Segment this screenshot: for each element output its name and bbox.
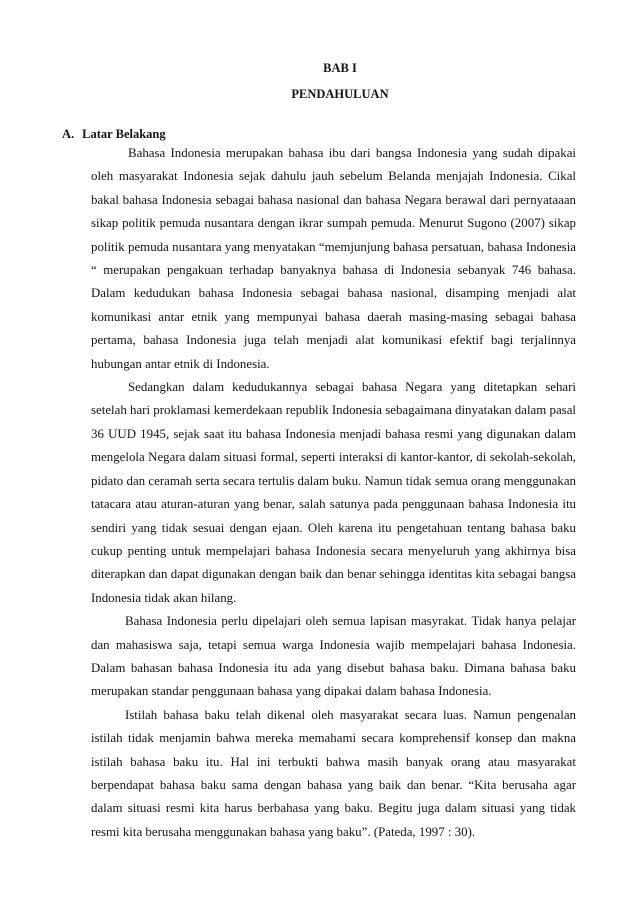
- paragraph: Sedangkan dalam kedudukannya sebagai bahasa Negara yang ditetapkan sehari setelah hari proklamasi kemerdekaan republik Indonesia sebagaimana dinyatakan dalam pasal 36 UUD 1945, sejak saat itu bahasa Indonesia menjadi bahasa resmi yang digunakan dalam mengelola Negara dalam situasi formal, seperti interaksi di kantor-kantor, di sekolah-sekolah, pidato dan ceramah serta secara tertulis dalam buku. Namun tidak semua orang menggunakan tatacara atau aturan-aturan yang benar, salah satunya pada penggunaan bahasa Indonesia itu sendiri yang tidak sesuai dengan ejaan. Oleh karena itu pengetahuan tentang bahasa baku cukup penting untuk mempelajari bahasa Indonesia secara menyeluruh yang akhirnya bisa diterapkan dan dapat digunakan dengan baik dan benar sehingga identitas kita sebagai bangsa Indonesia tidak akan hilang.: [91, 380, 576, 605]
- paragraph: Bahasa Indonesia perlu dipelajari oleh semua lapisan masyrakat. Tidak hanya pelajar dan mahasiswa saja, tetapi semua warga Indonesia wajib mempelajari bahasa Indonesia. Dalam bahasan bahasa Indonesia itu ada yang disebut bahasa baku. Dimana bahasa baku merupakan standar penggunaan bahasa yang dipakai dalam bahasa Indonesia.: [91, 614, 576, 699]
- body-text: [91, 142, 576, 844]
- paragraph: Istilah bahasa baku telah dikenal oleh masyarakat secara luas. Namun pengenalan istilah tidak menjamin bahwa mereka memahami secara komprehensif konsep dan makna istilah bahasa baku itu. Hal ini terbukti bahwa masih banyak orang atau masyarakat berpendapat bahasa baku sama dengan bahasa yang baik dan benar. “Kita berusaha agar dalam situasi resmi kita harus berbahasa yang baku. Begitu juga dalam situasi yang tidak resmi kita berusaha menggunakan bahasa yang baku”. (Pateda, 1997 : 30).: [91, 707, 576, 839]
- paragraph: Bahasa Indonesia merupakan bahasa ibu dari bangsa Indonesia yang sudah dipakai oleh masyarakat Indonesia sejak dahulu jauh sebelum Belanda menjajah Indonesia. Cikal bakal bahasa Indonesia sebagai bahasa nasional dan bahasa Negara berawal dari pernyataaan sikap politik pemuda nusantara dengan ikrar sumpah pemuda. Menurut Sugono (2007) sikap politik pemuda nusantara yang menyatakan “memjunjung bahasa persatuan, bahasa Indonesia “ merupakan pengakuan terhadap banyaknya bahasa di Indonesia sebanyak 746 bahasa. Dalam kedudukan bahasa Indonesia sebagai bahasa nasional, disamping menjadi alat komunikasi antar etnik yang mempunyai bahasa daerah masing-masing sebagai bahasa pertama, bahasa Indonesia juga telah menjadi alat komunikasi efektif bagi terjalinnya hubungan antar etnik di Indonesia.: [91, 146, 576, 371]
- chapter-number: BAB I: [323, 61, 357, 75]
- section-marker: A.: [62, 127, 75, 141]
- chapter-title: PENDAHULUAN: [291, 87, 389, 101]
- section-heading: [62, 126, 166, 142]
- section-title: Latar Belakang: [82, 127, 166, 141]
